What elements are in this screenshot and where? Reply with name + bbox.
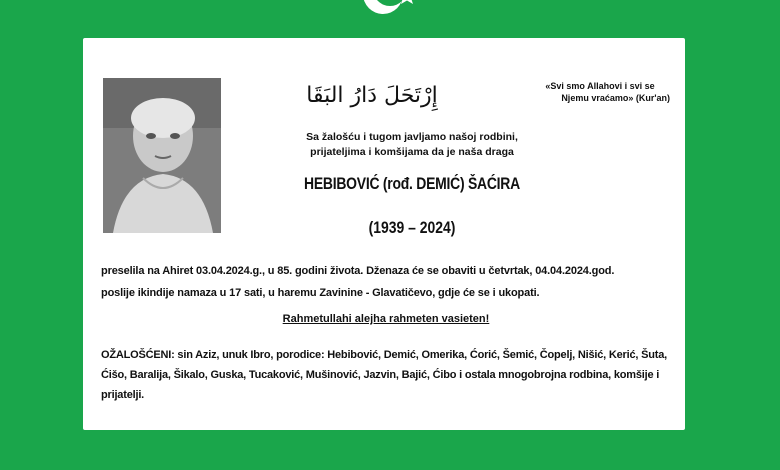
- life-years: (1939 – 2024): [368, 218, 456, 237]
- details-line-2: poslije ikindije namaza u 17 sati, u haremu Zavinine - Glavatičevo, gdje će se i ukopati.: [101, 287, 540, 299]
- quran-quote: [530, 80, 670, 104]
- funeral-details: [101, 260, 671, 304]
- crescent-and-star-icon: [345, 0, 435, 18]
- deceased-name: HEBIBOVIĆ (rođ. DEMIĆ) ŠAĆIRA: [304, 174, 520, 193]
- prayer-line: Rahmetullahi alejha rahmeten vasieten!: [282, 313, 490, 325]
- deceased-photo: [103, 78, 221, 233]
- intro-line-2: prijateljima i komšijama da je naša draga: [310, 146, 514, 158]
- quote-line-1: «Svi smo Allahovi i svi se: [545, 81, 655, 91]
- arabic-calligraphy: [306, 70, 438, 116]
- intro-line-1: Sa žalošću i tugom javljamo našoj rodbini,: [306, 131, 518, 143]
- announcement-intro: [233, 130, 591, 160]
- obituary-card: [83, 38, 685, 430]
- svg-text:إِرْتَحَلَ دَارُ البَقَا: إِرْتَحَلَ دَارُ البَقَا: [306, 83, 438, 108]
- quote-line-2: Njemu vraćamo» (Kur'an): [561, 93, 670, 103]
- mourners-list: OŽALOŠĆENI: sin Aziz, unuk Ibro, porodice: Hebibović, Demić, Omerika, Ćorić, Šemić, Čopelj, Nišić, Kerić, Šuta, Ćišo, Baralija, Šikalo, Guska, Tucaković, Mušinović, Jazvin, Bajić, Ćibo i ostala mnogobrojna rodbina, komšije i prijatelji.: [101, 349, 668, 401]
- details-line-1: preselila na Ahiret 03.04.2024.g., u 85. godini života. Dženaza će se obaviti u četvrtak, 04.04.2024.god.: [101, 265, 615, 277]
